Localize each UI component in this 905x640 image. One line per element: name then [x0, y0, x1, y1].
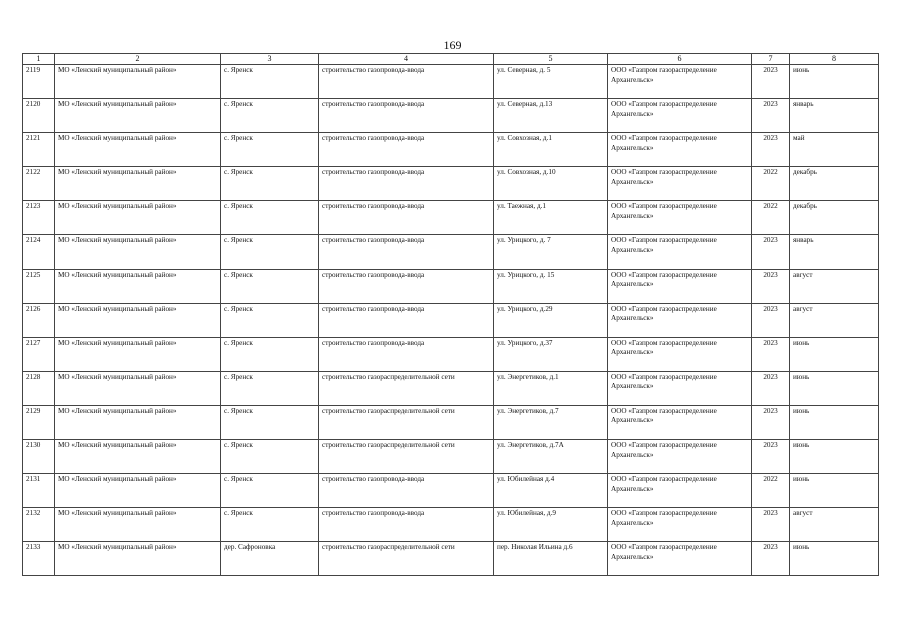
work-type-cell: строительство газопровода-ввода: [319, 508, 494, 542]
year-cell: 2023: [752, 542, 790, 576]
settlement-cell: с. Яренск: [221, 371, 319, 405]
year-cell: 2023: [752, 337, 790, 371]
work-type-cell: строительство газораспределительной сети: [319, 405, 494, 439]
work-type-cell: строительство газопровода-ввода: [319, 474, 494, 508]
district-cell: МО «Ленский муниципальный район»: [55, 65, 221, 99]
work-type-cell: строительство газопровода-ввода: [319, 99, 494, 133]
table-row: [23, 303, 879, 337]
table-row: [23, 508, 879, 542]
row-number-cell: 2125: [23, 269, 55, 303]
row-number-cell: 2124: [23, 235, 55, 269]
address-cell: ул. Энергетиков, д.7: [494, 405, 608, 439]
table-row: [23, 474, 879, 508]
work-type-cell: строительство газопровода-ввода: [319, 133, 494, 167]
row-number-cell: 2131: [23, 474, 55, 508]
settlement-cell: с. Яренск: [221, 133, 319, 167]
settlement-cell: с. Яренск: [221, 440, 319, 474]
address-cell: ул. Урицкого, д. 7: [494, 235, 608, 269]
settlement-cell: с. Яренск: [221, 405, 319, 439]
column-number-row: [23, 54, 879, 65]
settlement-cell: дер. Сафроновка: [221, 542, 319, 576]
settlement-cell: с. Яренск: [221, 508, 319, 542]
year-cell: 2023: [752, 508, 790, 542]
row-number-cell: 2121: [23, 133, 55, 167]
settlement-cell: с. Яренск: [221, 337, 319, 371]
column-header: 1: [23, 54, 55, 65]
address-cell: ул. Совхозная, д.1: [494, 133, 608, 167]
organization-cell: ООО «Газпром газораспределение Архангельск»: [608, 269, 752, 303]
district-cell: МО «Ленский муниципальный район»: [55, 303, 221, 337]
table-row: [23, 201, 879, 235]
district-cell: МО «Ленский муниципальный район»: [55, 269, 221, 303]
settlement-cell: с. Яренск: [221, 201, 319, 235]
organization-cell: ООО «Газпром газораспределение Архангельск»: [608, 303, 752, 337]
organization-cell: ООО «Газпром газораспределение Архангельск»: [608, 371, 752, 405]
column-header: 6: [608, 54, 752, 65]
district-cell: МО «Ленский муниципальный район»: [55, 440, 221, 474]
organization-cell: ООО «Газпром газораспределение Архангельск»: [608, 474, 752, 508]
row-number-cell: 2129: [23, 405, 55, 439]
settlement-cell: с. Яренск: [221, 65, 319, 99]
row-number-cell: 2122: [23, 167, 55, 201]
table-row: [23, 405, 879, 439]
work-type-cell: строительство газопровода-ввода: [319, 201, 494, 235]
settlement-cell: с. Яренск: [221, 167, 319, 201]
month-cell: декабрь: [790, 201, 879, 235]
organization-cell: ООО «Газпром газораспределение Архангельск»: [608, 201, 752, 235]
year-cell: 2022: [752, 474, 790, 508]
district-cell: МО «Ленский муниципальный район»: [55, 542, 221, 576]
year-cell: 2023: [752, 99, 790, 133]
table-row: [23, 167, 879, 201]
month-cell: июнь: [790, 337, 879, 371]
gasification-table: [22, 53, 879, 576]
work-type-cell: строительство газопровода-ввода: [319, 235, 494, 269]
year-cell: 2023: [752, 405, 790, 439]
district-cell: МО «Ленский муниципальный район»: [55, 201, 221, 235]
month-cell: август: [790, 269, 879, 303]
address-cell: ул. Урицкого, д. 15: [494, 269, 608, 303]
column-header: 4: [319, 54, 494, 65]
column-header: 3: [221, 54, 319, 65]
organization-cell: ООО «Газпром газораспределение Архангельск»: [608, 167, 752, 201]
table-row: [23, 440, 879, 474]
month-cell: июнь: [790, 405, 879, 439]
address-cell: ул. Энергетиков, д.7А: [494, 440, 608, 474]
year-cell: 2023: [752, 235, 790, 269]
year-cell: 2023: [752, 440, 790, 474]
row-number-cell: 2123: [23, 201, 55, 235]
address-cell: ул. Совхозная, д.10: [494, 167, 608, 201]
month-cell: июнь: [790, 65, 879, 99]
year-cell: 2023: [752, 269, 790, 303]
work-type-cell: строительство газораспределительной сети: [319, 371, 494, 405]
settlement-cell: с. Яренск: [221, 269, 319, 303]
work-type-cell: строительство газопровода-ввода: [319, 303, 494, 337]
column-header: 7: [752, 54, 790, 65]
column-header: 5: [494, 54, 608, 65]
month-cell: июнь: [790, 542, 879, 576]
settlement-cell: с. Яренск: [221, 303, 319, 337]
month-cell: июнь: [790, 474, 879, 508]
year-cell: 2023: [752, 303, 790, 337]
work-type-cell: строительство газопровода-ввода: [319, 337, 494, 371]
address-cell: ул. Урицкого, д.37: [494, 337, 608, 371]
row-number-cell: 2126: [23, 303, 55, 337]
district-cell: МО «Ленский муниципальный район»: [55, 167, 221, 201]
settlement-cell: с. Яренск: [221, 474, 319, 508]
column-header: 2: [55, 54, 221, 65]
table-row: [23, 542, 879, 576]
table-row: [23, 371, 879, 405]
table-row: [23, 99, 879, 133]
row-number-cell: 2130: [23, 440, 55, 474]
month-cell: август: [790, 508, 879, 542]
year-cell: 2023: [752, 371, 790, 405]
table-header: [23, 54, 879, 65]
work-type-cell: строительство газопровода-ввода: [319, 167, 494, 201]
organization-cell: ООО «Газпром газораспределение Архангельск»: [608, 440, 752, 474]
work-type-cell: строительство газораспределительной сети: [319, 542, 494, 576]
row-number-cell: 2119: [23, 65, 55, 99]
district-cell: МО «Ленский муниципальный район»: [55, 474, 221, 508]
row-number-cell: 2120: [23, 99, 55, 133]
work-type-cell: строительство газопровода-ввода: [319, 269, 494, 303]
month-cell: май: [790, 133, 879, 167]
address-cell: ул. Северная, д. 5: [494, 65, 608, 99]
district-cell: МО «Ленский муниципальный район»: [55, 133, 221, 167]
district-cell: МО «Ленский муниципальный район»: [55, 99, 221, 133]
year-cell: 2023: [752, 65, 790, 99]
district-cell: МО «Ленский муниципальный район»: [55, 405, 221, 439]
address-cell: ул. Юбилейная, д.9: [494, 508, 608, 542]
district-cell: МО «Ленский муниципальный район»: [55, 508, 221, 542]
district-cell: МО «Ленский муниципальный район»: [55, 235, 221, 269]
organization-cell: ООО «Газпром газораспределение Архангельск»: [608, 133, 752, 167]
organization-cell: ООО «Газпром газораспределение Архангельск»: [608, 405, 752, 439]
settlement-cell: с. Яренск: [221, 99, 319, 133]
year-cell: 2022: [752, 167, 790, 201]
address-cell: ул. Таежная, д.1: [494, 201, 608, 235]
month-cell: август: [790, 303, 879, 337]
organization-cell: ООО «Газпром газораспределение Архангельск»: [608, 542, 752, 576]
address-cell: ул. Урицкого, д.29: [494, 303, 608, 337]
page-number: 169: [443, 38, 462, 52]
organization-cell: ООО «Газпром газораспределение Архангельск»: [608, 235, 752, 269]
table-row: [23, 269, 879, 303]
month-cell: июнь: [790, 371, 879, 405]
column-header: 8: [790, 54, 879, 65]
organization-cell: ООО «Газпром газораспределение Архангельск»: [608, 508, 752, 542]
year-cell: 2023: [752, 133, 790, 167]
month-cell: январь: [790, 99, 879, 133]
work-type-cell: строительство газопровода-ввода: [319, 65, 494, 99]
row-number-cell: 2133: [23, 542, 55, 576]
work-type-cell: строительство газораспределительной сети: [319, 440, 494, 474]
district-cell: МО «Ленский муниципальный район»: [55, 337, 221, 371]
row-number-cell: 2132: [23, 508, 55, 542]
table-row: [23, 133, 879, 167]
address-cell: ул. Северная, д.13: [494, 99, 608, 133]
district-cell: МО «Ленский муниципальный район»: [55, 371, 221, 405]
month-cell: июнь: [790, 440, 879, 474]
table-body: [23, 65, 879, 576]
address-cell: пер. Николая Ильина д.6: [494, 542, 608, 576]
row-number-cell: 2128: [23, 371, 55, 405]
table-row: [23, 235, 879, 269]
organization-cell: ООО «Газпром газораспределение Архангельск»: [608, 337, 752, 371]
organization-cell: ООО «Газпром газораспределение Архангельск»: [608, 65, 752, 99]
year-cell: 2022: [752, 201, 790, 235]
settlement-cell: с. Яренск: [221, 235, 319, 269]
table-row: [23, 65, 879, 99]
month-cell: декабрь: [790, 167, 879, 201]
table-row: [23, 337, 879, 371]
address-cell: ул. Энергетиков, д.1: [494, 371, 608, 405]
month-cell: январь: [790, 235, 879, 269]
organization-cell: ООО «Газпром газораспределение Архангельск»: [608, 99, 752, 133]
address-cell: ул. Юбилейная д.4: [494, 474, 608, 508]
row-number-cell: 2127: [23, 337, 55, 371]
